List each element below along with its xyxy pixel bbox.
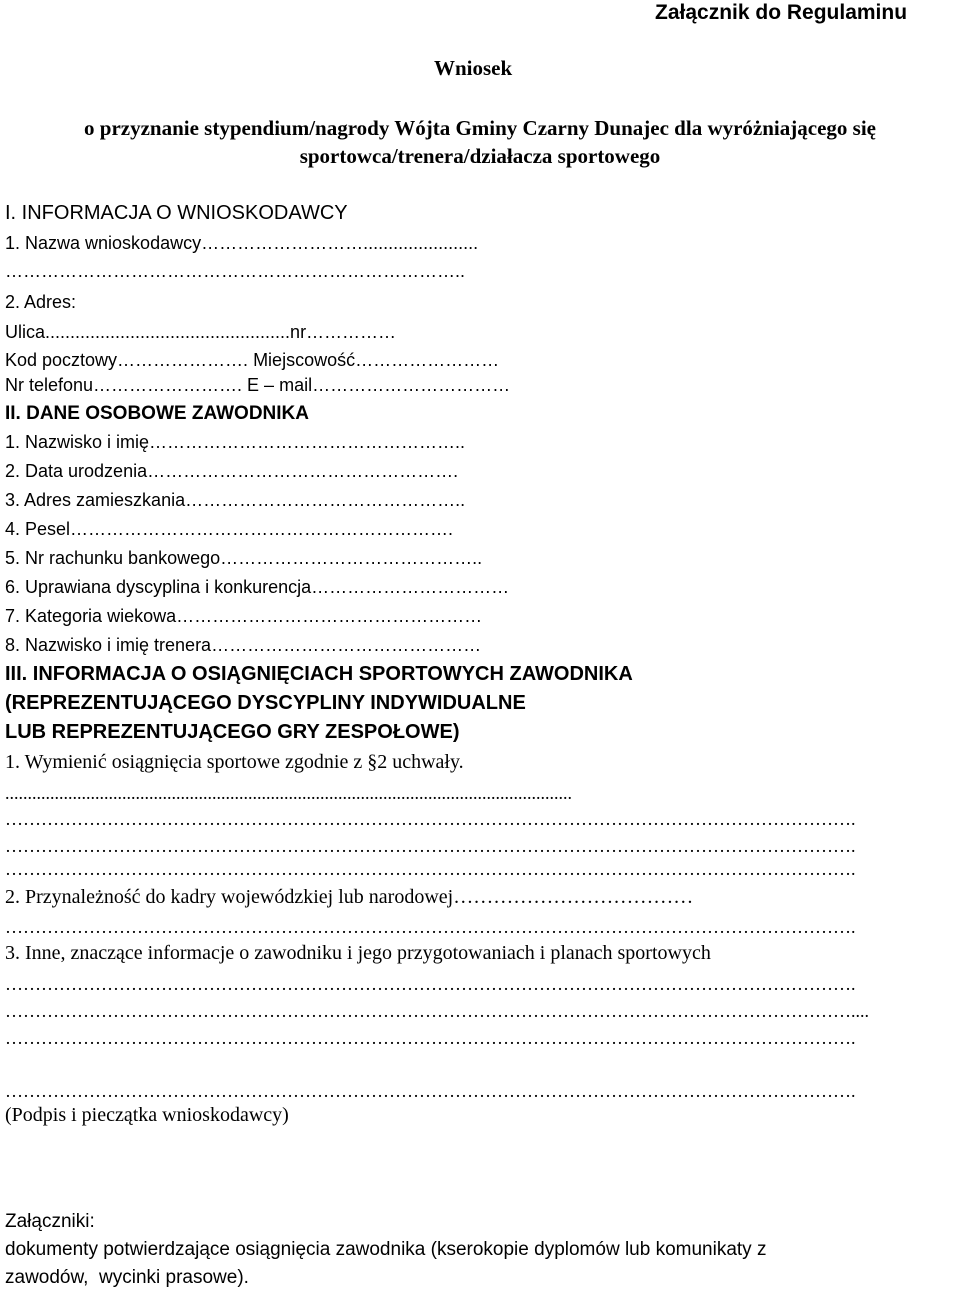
section3-heading-line1: III. INFORMACJA O OSIĄGNIĘCIACH SPORTOWYCH ZAWODNIKA <box>5 663 633 685</box>
postal-city-field: Kod pocztowy…………………. Miejscowość…………………… <box>5 350 500 370</box>
signature-label: (Podpis i pieczątka wnioskodawcy) <box>5 1104 289 1126</box>
form-subtitle-line1: o przyznanie stypendium/nagrody Wójta Gminy Czarny Dunajec dla wyróżniającego się <box>84 116 876 140</box>
section1-heading: I. INFORMACJA O WNIOSKODAWCY <box>5 202 348 224</box>
address-label: 2. Adres: <box>5 292 77 312</box>
attachments-label: Załączniki: <box>5 1211 95 1232</box>
street-field: Ulica.................................................nr…………… <box>5 322 397 342</box>
bank-account-field: 5. Nr rachunku bankowego…………………………………….. <box>5 548 483 568</box>
section3-heading-line2: (REPREZENTUJĄCEGO DYSCYPLINY INDYWIDUALNE <box>5 692 526 714</box>
coach-name-field: 8. Nazwisko i imię trenera……………………………………… <box>5 635 482 655</box>
birth-date-field: 2. Data urodzenia……………………………………………. <box>5 461 459 481</box>
form-title: Wniosek <box>434 56 513 80</box>
phone-email-field: Nr telefonu……………………. E – mail…………………………… <box>5 375 511 395</box>
achievements-label: 1. Wymienić osiągnięcia sportowe zgodnie z §2 uchwały. <box>5 751 464 773</box>
other-info-line: …………………………………………………………………………………………………………………………….... <box>5 1001 869 1021</box>
attachments-text-line1: dokumenty potwierdzające osiągnięcia zawodnika (kserokopie dyplomów lub komunikaty z <box>5 1239 767 1260</box>
other-info-label: 3. Inne, znaczące informacje o zawodniku i jego przygotowaniach i planach sportowych <box>5 942 711 964</box>
achievements-line: ……………………………………………………………………………………………………………………………. <box>5 859 856 879</box>
achievements-line: ……………………………………………………………………………………………………………………………. <box>5 809 856 829</box>
pesel-field: 4. Pesel………………………………………………………. <box>5 519 454 539</box>
other-info-line: ……………………………………………………………………………………………………………………………. <box>5 974 856 994</box>
applicant-name-field: 1. Nazwa wnioskodawcy………………………....................... <box>5 233 479 253</box>
national-team-field: 2. Przynależność do kadry wojewódzkiej lub narodowej……………………………… <box>5 886 694 908</box>
section3-heading-line3: LUB REPREZENTUJĄCEGO GRY ZESPOŁOWE) <box>5 721 460 743</box>
national-team-line: ……………………………………………………………………………………………………………………………. <box>5 917 856 937</box>
section2-heading: II. DANE OSOBOWE ZAWODNIKA <box>5 403 309 424</box>
residence-address-field: 3. Adres zamieszkania……………………………………….. <box>5 490 466 510</box>
age-category-field: 7. Kategoria wiekowa…………………………………………… <box>5 606 483 626</box>
athlete-name-field: 1. Nazwisko i imię…………………………………………….. <box>5 432 466 452</box>
form-subtitle-line2: sportowca/trenera/działacza sportowego <box>299 144 661 168</box>
attachment-label: Załącznik do Regulaminu <box>655 1 908 24</box>
attachments-text-line2: zawodów, wycinki prasowe). <box>5 1267 249 1288</box>
achievements-line: .............................................................................................................................. <box>5 783 572 803</box>
other-info-line: ……………………………………………………………………………………………………………………………. <box>5 1028 856 1048</box>
other-info-line: ……………………………………………………………………………………………………………………………. <box>5 1081 856 1101</box>
applicant-name-continuation: ………………………………………………………………….. <box>5 261 466 281</box>
achievements-line: ……………………………………………………………………………………………………………………………. <box>5 836 856 856</box>
discipline-field: 6. Uprawiana dyscyplina i konkurencja…………………………… <box>5 577 510 597</box>
